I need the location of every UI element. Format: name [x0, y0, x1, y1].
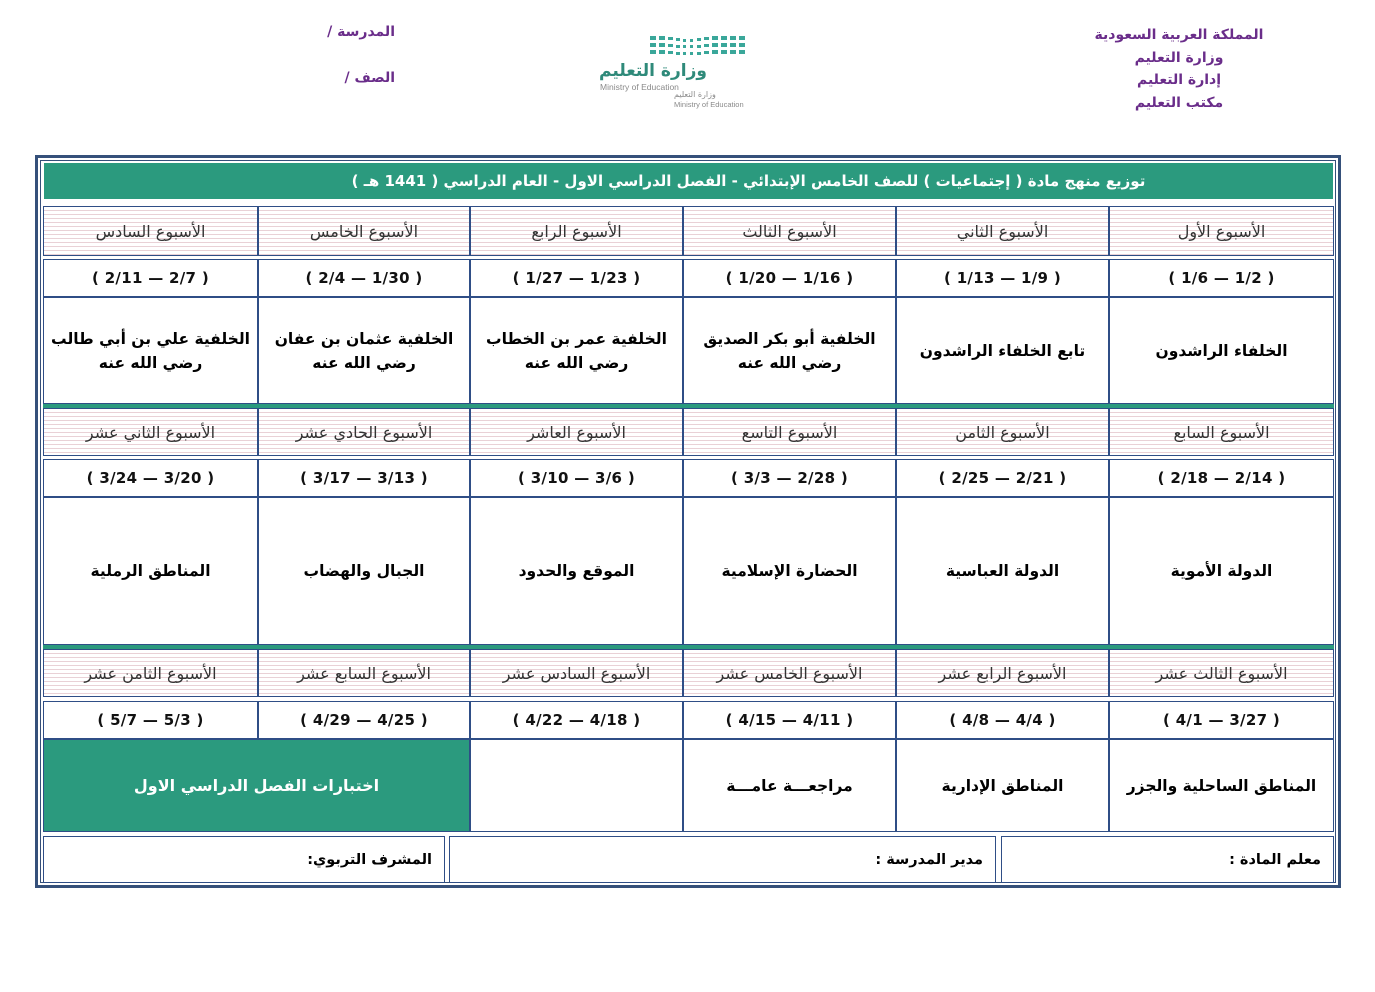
week-dates: ( 4/18 — 4/22 )	[470, 701, 683, 739]
week-header: الأسبوع الثالث عشر	[1109, 649, 1334, 697]
week-dates: ( 3/20 — 3/24 )	[43, 459, 258, 497]
week-header: الأسبوع الخامس	[258, 206, 470, 256]
week-topic: الدولة العباسية	[896, 497, 1109, 645]
week-dates: ( 2/7 — 2/11 )	[43, 259, 258, 297]
dates-row	[43, 459, 1334, 497]
logo-english-text: Ministry of Education	[600, 82, 679, 92]
week-topic: الخلفاء الراشدون	[1109, 297, 1334, 404]
week-dates: ( 1/30 — 2/4 )	[258, 259, 470, 297]
principal-signature: مدير المدرسة :	[449, 836, 996, 883]
header-line: إدارة التعليم	[1136, 72, 1222, 88]
header-line: وزارة التعليم	[1134, 49, 1224, 66]
week-header: الأسبوع السادس	[43, 206, 258, 256]
week-dates: ( 3/6 — 3/10 )	[470, 459, 683, 497]
supervisor-signature: المشرف التربوي:	[43, 836, 445, 883]
week-header: الأسبوع العاشر	[470, 408, 683, 456]
week-dates: ( 4/11 — 4/15 )	[683, 701, 896, 739]
header-line: المملكة العربية السعودية	[1094, 27, 1264, 43]
week-topic: الخلفية عمر بن الخطاب رضي الله عنه	[470, 297, 683, 404]
topics-row	[43, 497, 1334, 645]
header-line: مكتب التعليم	[1134, 94, 1224, 111]
weeks-row	[43, 206, 1334, 256]
week-header: الأسبوع الثاني	[896, 206, 1109, 256]
week-header: الأسبوع الثامن	[896, 408, 1109, 456]
topics-row	[43, 739, 1334, 832]
dates-row	[43, 701, 1334, 739]
week-topic: الجبال والهضاب	[258, 497, 470, 645]
exams-cell: اختبارات الفصل الدراسي الاول	[43, 739, 470, 832]
week-topic: المناطق الساحلية والجزر	[1109, 739, 1334, 832]
week-topic: تابع الخلفاء الراشدون	[896, 297, 1109, 404]
week-header: الأسبوع السابع عشر	[258, 649, 470, 697]
week-dates: ( 2/28 — 3/3 )	[683, 459, 896, 497]
week-topic: المناطق الرملية	[43, 497, 258, 645]
curriculum-table	[35, 155, 1341, 888]
week-topic: الخلفية علي بن أبي طالب رضي الله عنه	[43, 297, 258, 404]
week-dates: ( 1/9 — 1/13 )	[896, 259, 1109, 297]
week-header: الأسبوع الثامن عشر	[43, 649, 258, 697]
table-title	[44, 163, 1333, 199]
week-topic	[470, 739, 683, 832]
week-header: الأسبوع الثاني عشر	[43, 408, 258, 456]
week-dates: ( 4/25 — 4/29 )	[258, 701, 470, 739]
class-label: الصف /	[344, 70, 395, 86]
signatures-row	[43, 836, 1334, 883]
week-topic: المناطق الإدارية	[896, 739, 1109, 832]
topics-row	[43, 297, 1334, 404]
week-header: الأسبوع الرابع عشر	[896, 649, 1109, 697]
week-dates: ( 1/2 — 1/6 )	[1109, 259, 1334, 297]
week-dates: ( 4/4 — 4/8 )	[896, 701, 1109, 739]
table-title-text: توزيع منهج مادة ( إجتماعيات ) للصف الخامس الإبتدائي - الفصل الدراسي الاول - العام الدراسي ( 1441 هـ )	[351, 172, 1146, 190]
dates-row	[43, 259, 1334, 297]
week-header: الأسبوع السابع	[1109, 408, 1334, 456]
week-dates: ( 2/14 — 2/18 )	[1109, 459, 1334, 497]
week-topic: الدولة الأموية	[1109, 497, 1334, 645]
week-header: الأسبوع الخامس عشر	[683, 649, 896, 697]
school-label: المدرسة /	[327, 24, 395, 40]
week-topic: مراجعـــة عامـــة	[683, 739, 896, 832]
week-dates: ( 3/13 — 3/17 )	[258, 459, 470, 497]
week-dates: ( 2/21 — 2/25 )	[896, 459, 1109, 497]
week-header: الأسبوع السادس عشر	[470, 649, 683, 697]
week-header: الأسبوع التاسع	[683, 408, 896, 456]
logo-arabic-small: وزارة التعليم	[674, 90, 716, 99]
teacher-signature: معلم المادة :	[1001, 836, 1334, 883]
week-topic: الخلفية أبو بكر الصديق رضي الله عنه	[683, 297, 896, 404]
week-header: الأسبوع الثالث	[683, 206, 896, 256]
ministry-logo	[592, 28, 767, 114]
weeks-row	[43, 408, 1334, 456]
week-dates: ( 5/3 — 5/7 )	[43, 701, 258, 739]
week-dates: ( 1/23 — 1/27 )	[470, 259, 683, 297]
logo-english-small: Ministry of Education	[674, 100, 744, 109]
logo-arabic-text: وزارة التعليم	[599, 61, 707, 81]
week-topic: الحضارة الإسلامية	[683, 497, 896, 645]
weeks-row	[43, 649, 1334, 697]
week-header: الأسبوع الأول	[1109, 206, 1334, 256]
week-header: الأسبوع الحادي عشر	[258, 408, 470, 456]
ministry-header	[1059, 24, 1299, 114]
week-topic: الخلفية عثمان بن عفان رضي الله عنه	[258, 297, 470, 404]
week-header: الأسبوع الرابع	[470, 206, 683, 256]
week-dates: ( 1/16 — 1/20 )	[683, 259, 896, 297]
week-topic: الموقع والحدود	[470, 497, 683, 645]
week-dates: ( 3/27 — 4/1 )	[1109, 701, 1334, 739]
